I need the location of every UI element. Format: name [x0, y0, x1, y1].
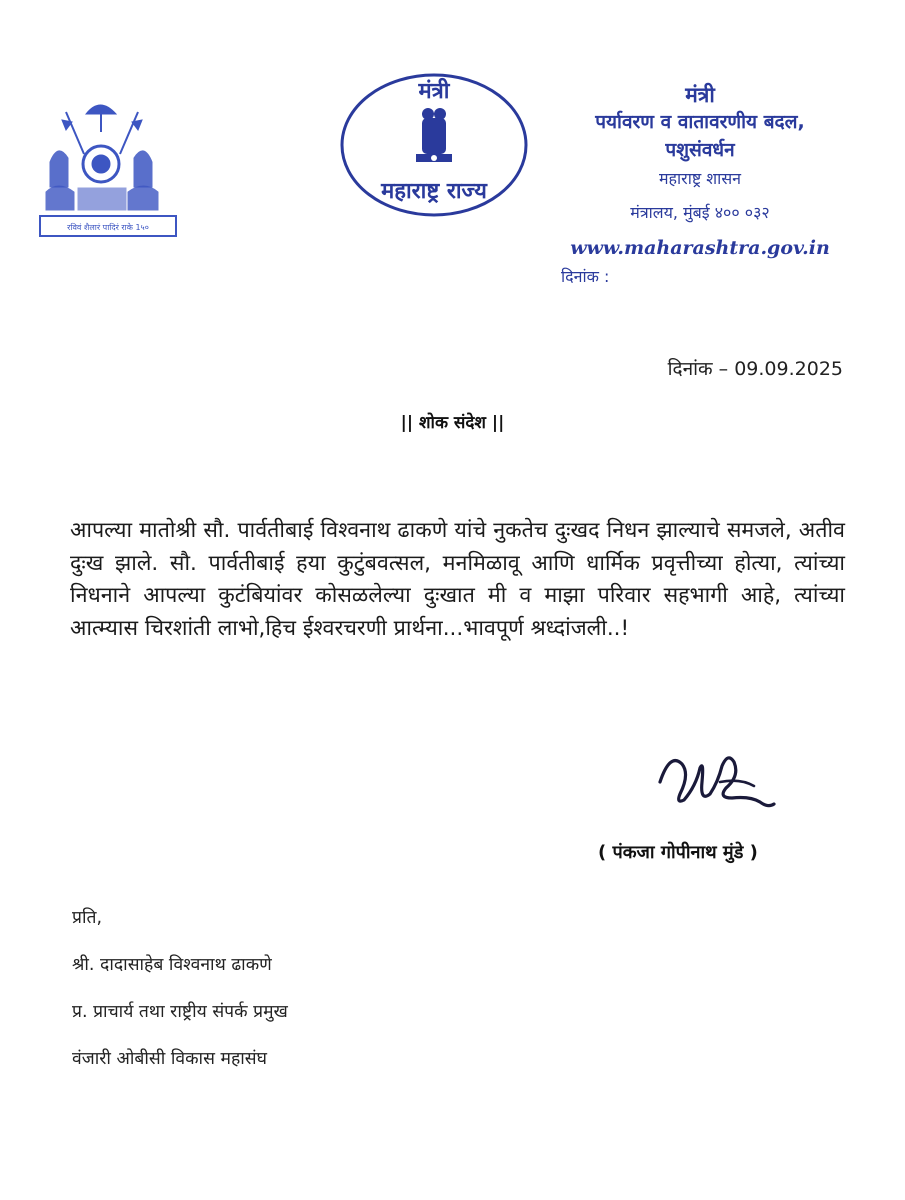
recipient-name: श्री. दादासाहेब विश्वनाथ ढाकणे [72, 955, 272, 975]
office-address: मंत्रालय, मुंबई ४०० ०३२ [630, 203, 770, 222]
government-name: महाराष्ट्र शासन [658, 169, 742, 188]
letter-subject: || शोक संदेश || [400, 413, 505, 433]
emblem-caption: रविवं शैलारं पादिरं राके 1५० [67, 223, 149, 232]
letter-body: आपल्या मातोश्री सौ. पार्वतीबाई विश्वनाथ ढाकणे यांचे नुकतेच दुःखद निधन झाल्याचे समजले, अतीव दुःख झाले. सौ. पार्वतीबाई हया कुटुंबवत्सल, मनमिळावू आणि धार्मिक प्रवृत्तीच्या होत्या, त्यांच्या निधनाने आपल्या कुटंबियांवर कोसळलेल्या दुःखात मी व माझा परिवार सहभागी आहे, त्यांच्या आत्म्यास चिरशांती लाभो,हिच ईश्वरचरणी प्रार्थना...भावपूर्ण श्रध्दांजली..! [70, 518, 845, 641]
letterhead-title: मंत्री [685, 83, 715, 107]
signer-name: ( पंकजा गोपीनाथ मुंडे ) [598, 842, 758, 863]
recipient-designation: प्र. प्राचार्य तथा राष्ट्रीय संपर्क प्रमुख [72, 1002, 288, 1022]
letterhead-block [555, 82, 845, 290]
department-line-2: पशुसंवर्धन [665, 139, 735, 161]
recipient-organization: वंजारी ओबीसी विकास महासंघ [72, 1049, 267, 1069]
handwritten-signature [650, 742, 780, 822]
recipient-block [72, 895, 288, 1083]
recipient-prefix: प्रति, [72, 908, 103, 928]
seal-bottom-text: महाराष्ट्र राज्य [381, 179, 487, 204]
seal-top-text: मंत्री [418, 79, 450, 104]
minister-seal-stamp [338, 70, 530, 220]
website-link[interactable]: www.maharashtra.gov.in [570, 237, 830, 259]
department-line-1: पर्यावरण व वातावरणीय बदल, [595, 111, 805, 133]
letterhead-date-label: दिनांक : [561, 267, 610, 286]
letter-date: दिनांक – 09.09.2025 [667, 358, 843, 380]
state-emblem-logo [38, 92, 180, 240]
